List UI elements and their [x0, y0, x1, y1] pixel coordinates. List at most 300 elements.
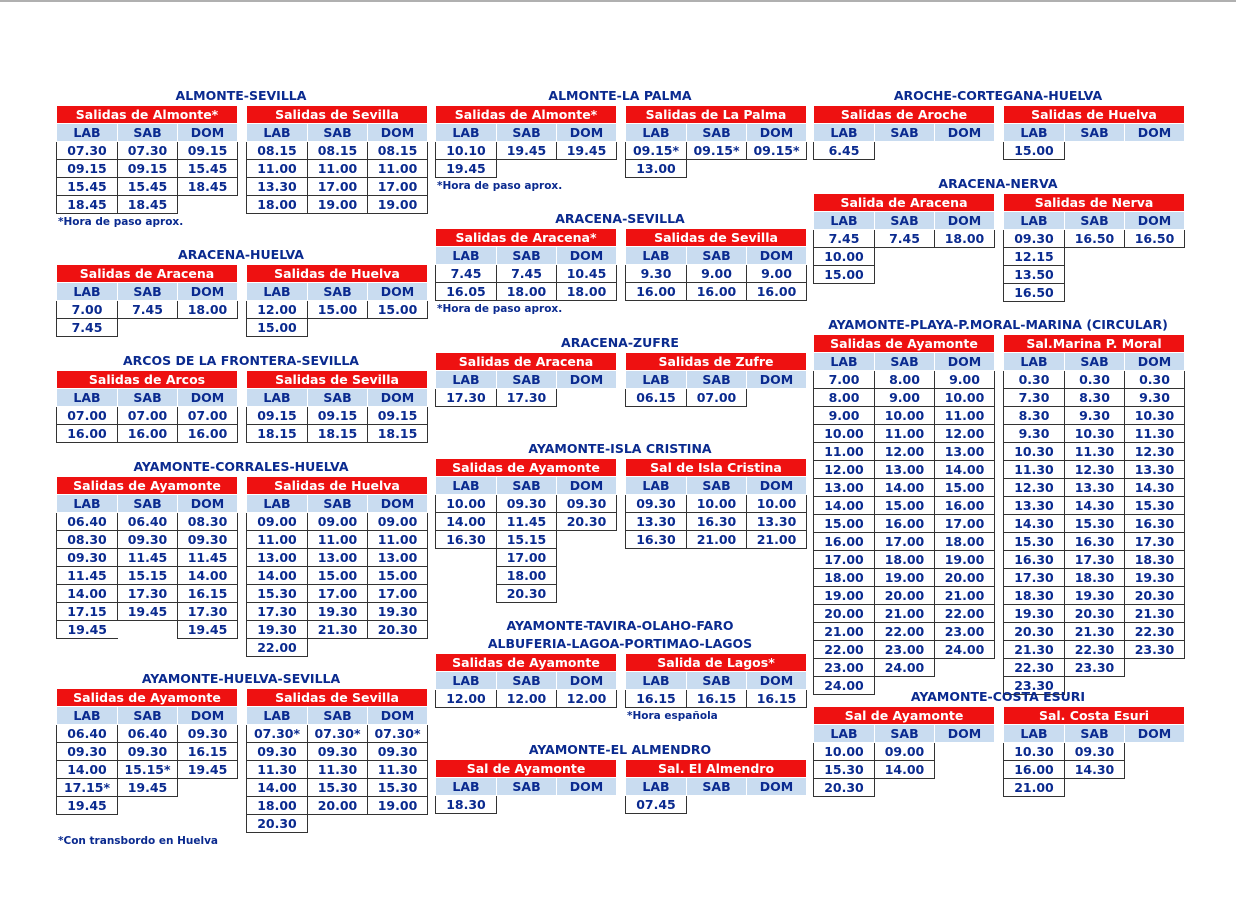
time-row	[814, 389, 995, 407]
time-row	[57, 531, 238, 549]
time-row	[436, 531, 617, 549]
departure-time: 07.30*	[308, 725, 368, 743]
day-column-sab: SAB	[308, 389, 368, 407]
timetable	[246, 476, 427, 657]
departure-time: 18.15	[308, 425, 368, 443]
departure-time: 16.00	[1004, 761, 1065, 779]
departure-time: 09.15	[57, 160, 118, 178]
departure-time: 17.00	[497, 549, 557, 567]
time-row	[436, 142, 617, 160]
departure-time: 08.15	[368, 142, 428, 160]
departure-time: 14.30	[1004, 515, 1065, 533]
day-column-dom: DOM	[368, 124, 428, 142]
timetable	[435, 352, 616, 407]
day-columns-row	[57, 124, 238, 142]
departure-time: 16.30	[1065, 533, 1125, 551]
schedule-table	[813, 706, 995, 797]
departure-time: 17.00	[308, 178, 368, 196]
departure-time: 9.30	[1004, 425, 1065, 443]
departure-time: 16.30	[1004, 551, 1065, 569]
time-row	[814, 407, 995, 425]
empty-cell	[1065, 248, 1125, 266]
departures-header: Salidas de Sevilla	[247, 371, 428, 389]
footnote: *Hora de paso aprox.	[58, 216, 184, 228]
day-column-lab: LAB	[1004, 725, 1065, 743]
schedule-table	[435, 458, 617, 603]
departure-time: 20.00	[935, 569, 995, 587]
table-header-row	[436, 229, 617, 247]
day-column-lab: LAB	[436, 778, 497, 796]
departure-time: 7.45	[814, 230, 875, 248]
day-columns-row	[626, 124, 807, 142]
time-row	[1004, 389, 1185, 407]
time-row	[436, 690, 617, 708]
time-row	[247, 743, 428, 761]
departure-time: 24.00	[935, 641, 995, 659]
table-header-row	[626, 106, 807, 124]
departure-time: 16.00	[875, 515, 935, 533]
departures-header: Salidas de Ayamonte	[814, 335, 995, 353]
departure-time: 09.30	[118, 743, 178, 761]
departure-time: 12.30	[1004, 479, 1065, 497]
departure-time: 19.45	[178, 761, 238, 779]
departure-time: 19.45	[178, 621, 238, 639]
departure-time: 11.30	[308, 761, 368, 779]
departure-time: 19.30	[1004, 605, 1065, 623]
empty-cell	[178, 797, 238, 815]
table-header-row	[1004, 707, 1185, 725]
departure-time: 16.00	[626, 283, 687, 301]
time-row	[436, 796, 617, 814]
time-row	[626, 690, 807, 708]
departure-time: 15.30	[814, 761, 875, 779]
departure-time: 18.00	[935, 230, 995, 248]
day-column-sab: SAB	[497, 124, 557, 142]
day-column-lab: LAB	[1004, 124, 1065, 142]
departure-time: 17.00	[875, 533, 935, 551]
time-row	[1004, 515, 1185, 533]
day-column-sab: SAB	[497, 477, 557, 495]
departure-time: 16.00	[118, 425, 178, 443]
time-row	[814, 605, 995, 623]
departure-time: 22.30	[1065, 641, 1125, 659]
departure-time: 23.30	[1004, 677, 1065, 695]
empty-cell	[875, 779, 935, 797]
timetable	[435, 105, 616, 178]
departure-time: 09.00	[308, 513, 368, 531]
route-ayamonte-tavira	[435, 617, 805, 724]
departure-time: 17.00	[308, 585, 368, 603]
table-header-row	[626, 353, 807, 371]
route-title: AYAMONTE-PLAYA-P.MORAL-MARINA (CIRCULAR)	[828, 317, 1168, 332]
departure-time: 11.00	[368, 160, 428, 178]
day-columns-row	[57, 707, 238, 725]
table-header-row	[814, 194, 995, 212]
empty-cell	[368, 639, 428, 657]
day-columns-row	[247, 124, 428, 142]
departure-time: 19.45	[557, 142, 617, 160]
day-column-lab: LAB	[247, 389, 308, 407]
empty-cell	[557, 585, 617, 603]
empty-cell	[118, 797, 178, 815]
departure-time: 18.00	[875, 551, 935, 569]
day-column-sab: SAB	[308, 495, 368, 513]
time-row	[1004, 641, 1185, 659]
departure-time: 7.00	[814, 371, 875, 389]
departure-time: 16.00	[935, 497, 995, 515]
departure-time: 09.30	[497, 495, 557, 513]
departures-header: Salidas de Huelva	[247, 477, 428, 495]
empty-cell	[497, 160, 557, 178]
departure-time: 09.15	[247, 407, 308, 425]
route-title: ARACENA-HUELVA	[178, 247, 304, 262]
departure-time: 23.00	[814, 659, 875, 677]
schedule-table	[1003, 706, 1185, 797]
departures-header: Salidas de Huelva	[1004, 106, 1185, 124]
departure-time: 0.30	[1004, 371, 1065, 389]
empty-cell	[368, 319, 428, 337]
time-row	[814, 371, 995, 389]
departures-header: Salidas de Almonte*	[57, 106, 238, 124]
departure-time: 0.30	[1065, 371, 1125, 389]
table-header-row	[247, 689, 428, 707]
schedule-table	[435, 759, 617, 814]
departure-time: 9.00	[935, 371, 995, 389]
departures-header: Sal de Ayamonte	[436, 760, 617, 778]
departure-time: 14.00	[935, 461, 995, 479]
day-columns-row	[436, 371, 617, 389]
day-columns-row	[247, 283, 428, 301]
time-row	[57, 585, 238, 603]
table-header-row	[57, 371, 238, 389]
day-column-dom: DOM	[747, 672, 807, 690]
time-row	[814, 533, 995, 551]
timetable-pair	[435, 759, 805, 814]
day-column-lab: LAB	[1004, 353, 1065, 371]
time-row	[1004, 623, 1185, 641]
empty-cell	[935, 761, 995, 779]
departure-time: 20.30	[814, 779, 875, 797]
route-subtitle: ALBUFERIA-LAGOA-PORTIMAO-LAGOS	[487, 636, 753, 651]
time-row	[436, 265, 617, 283]
departure-time: 13.30	[626, 513, 687, 531]
departure-time: 11.00	[935, 407, 995, 425]
time-row	[626, 531, 807, 549]
day-columns-row	[1004, 353, 1185, 371]
time-row	[1004, 761, 1185, 779]
departure-time: 20.30	[247, 815, 308, 833]
table-header-row	[57, 106, 238, 124]
departure-time: 11.00	[814, 443, 875, 461]
day-column-sab: SAB	[497, 778, 557, 796]
day-column-sab: SAB	[118, 707, 178, 725]
time-row	[436, 160, 617, 178]
time-row	[57, 549, 238, 567]
schedule-table	[625, 105, 807, 178]
departure-time: 15.00	[814, 266, 875, 284]
departure-time: 22.00	[814, 641, 875, 659]
departure-time: 09.30	[178, 531, 238, 549]
departure-time: 09.30	[1004, 230, 1065, 248]
departure-time: 07.45	[626, 796, 687, 814]
time-row	[436, 513, 617, 531]
departure-time: 23.00	[935, 623, 995, 641]
departures-header: Salida de Lagos*	[626, 654, 807, 672]
departure-time: 7.30	[1004, 389, 1065, 407]
empty-cell	[1065, 142, 1125, 160]
departure-time: 12.30	[1125, 443, 1185, 461]
time-row	[814, 248, 995, 266]
departure-time: 12.00	[557, 690, 617, 708]
day-column-dom: DOM	[747, 778, 807, 796]
departure-time: 16.15	[687, 690, 747, 708]
route-title: ARCOS DE LA FRONTERA-SEVILLA	[123, 353, 359, 368]
departures-header: Sal de Ayamonte	[814, 707, 995, 725]
route-title: AYAMONTE-TAVIRA-OLAHO-FARO	[506, 618, 734, 633]
departure-time: 24.00	[814, 677, 875, 695]
day-column-lab: LAB	[626, 672, 687, 690]
departures-header: Salidas de Nerva	[1004, 194, 1185, 212]
day-column-lab: LAB	[626, 371, 687, 389]
departure-time: 10.45	[557, 265, 617, 283]
time-row	[247, 797, 428, 815]
departure-time: 15.00	[308, 301, 368, 319]
day-column-sab: SAB	[497, 672, 557, 690]
schedule-table	[625, 458, 807, 549]
day-columns-row	[436, 247, 617, 265]
departure-time: 09.30	[308, 743, 368, 761]
route-title: ARACENA-ZUFRE	[561, 335, 679, 350]
departure-time: 24.00	[875, 659, 935, 677]
departures-header: Salidas de Ayamonte	[57, 689, 238, 707]
time-row	[247, 160, 428, 178]
departure-time: 15.00	[875, 497, 935, 515]
empty-cell	[875, 266, 935, 284]
departure-time: 19.45	[436, 160, 497, 178]
departure-time: 19.30	[1065, 587, 1125, 605]
time-row	[436, 567, 617, 585]
time-row	[814, 623, 995, 641]
time-row	[626, 513, 807, 531]
timetable	[435, 759, 616, 814]
time-row	[57, 743, 238, 761]
route-title: ALMONTE-SEVILLA	[175, 88, 307, 103]
departure-time: 11.00	[247, 160, 308, 178]
departure-time: 7.45	[436, 265, 497, 283]
day-column-lab: LAB	[247, 124, 308, 142]
departure-time: 15.30	[308, 779, 368, 797]
timetable	[625, 105, 806, 178]
day-columns-row	[247, 707, 428, 725]
departure-time: 18.00	[247, 196, 308, 214]
empty-cell	[747, 389, 807, 407]
day-column-lab: LAB	[436, 477, 497, 495]
departure-time: 18.15	[368, 425, 428, 443]
time-row	[247, 567, 428, 585]
departure-time: 11.30	[247, 761, 308, 779]
departure-time: 09.15	[118, 160, 178, 178]
day-column-dom: DOM	[557, 778, 617, 796]
departure-time: 21.30	[308, 621, 368, 639]
departure-time: 07.00	[118, 407, 178, 425]
departure-time: 15.30	[247, 585, 308, 603]
day-column-dom: DOM	[747, 371, 807, 389]
day-column-sab: SAB	[687, 778, 747, 796]
timetable	[625, 759, 806, 814]
time-row	[436, 495, 617, 513]
empty-cell	[178, 779, 238, 797]
departure-time: 7.45	[875, 230, 935, 248]
time-row	[1004, 461, 1185, 479]
day-column-sab: SAB	[1065, 124, 1125, 142]
departure-time: 7.45	[57, 319, 118, 337]
day-column-lab: LAB	[57, 283, 118, 301]
empty-cell	[1125, 761, 1185, 779]
departure-time: 14.30	[1125, 479, 1185, 497]
time-row	[1004, 284, 1185, 302]
departure-time: 21.00	[814, 623, 875, 641]
departure-time: 09.15*	[687, 142, 747, 160]
departure-time: 15.45	[57, 178, 118, 196]
departure-time: 12.00	[497, 690, 557, 708]
departure-time: 16.00	[814, 533, 875, 551]
departure-time: 18.00	[247, 797, 308, 815]
departure-time: 18.00	[497, 567, 557, 585]
day-column-sab: SAB	[1065, 725, 1125, 743]
departures-header: Salidas de Aracena	[436, 353, 617, 371]
departure-time: 9.00	[814, 407, 875, 425]
route-title: AYAMONTE-EL ALMENDRO	[528, 742, 712, 757]
day-column-dom: DOM	[1125, 124, 1185, 142]
day-column-sab: SAB	[1065, 212, 1125, 230]
departure-time: 12.00	[935, 425, 995, 443]
table-header-row	[626, 760, 807, 778]
departure-time: 19.45	[57, 797, 118, 815]
departure-time: 13.50	[1004, 266, 1065, 284]
timetable-pair	[435, 228, 805, 301]
day-column-sab: SAB	[308, 283, 368, 301]
departure-time: 21.30	[1004, 641, 1065, 659]
day-column-dom: DOM	[935, 124, 995, 142]
timetable-pair	[813, 706, 1183, 797]
empty-cell	[557, 160, 617, 178]
departure-time: 06.40	[118, 513, 178, 531]
departures-header: Sal de Isla Cristina	[626, 459, 807, 477]
day-columns-row	[57, 389, 238, 407]
departure-time: 20.00	[814, 605, 875, 623]
time-row	[247, 621, 428, 639]
departure-time: 19.00	[368, 196, 428, 214]
route-title: ALMONTE-LA PALMA	[548, 88, 692, 103]
departure-time: 10.30	[1065, 425, 1125, 443]
route-title: AYAMONTE-COSTA ESURI	[910, 689, 1086, 704]
empty-cell	[747, 796, 807, 814]
departure-time: 09.15	[178, 142, 238, 160]
departures-header: Salidas de Ayamonte	[436, 654, 617, 672]
day-column-sab: SAB	[118, 124, 178, 142]
route-ayamonte-corrales-huelva	[56, 458, 426, 657]
departure-time: 18.15	[247, 425, 308, 443]
day-column-dom: DOM	[368, 283, 428, 301]
time-row	[57, 513, 238, 531]
route-title: ARACENA-NERVA	[938, 176, 1058, 191]
time-row	[1004, 587, 1185, 605]
departure-time: 13.00	[368, 549, 428, 567]
departures-header: Salidas de Huelva	[247, 265, 428, 283]
departure-time: 22.00	[247, 639, 308, 657]
timetable	[435, 228, 616, 301]
departure-time: 10.00	[436, 495, 497, 513]
time-row	[1004, 248, 1185, 266]
empty-cell	[308, 815, 368, 833]
departure-time: 14.00	[57, 585, 118, 603]
time-row	[57, 567, 238, 585]
departure-time: 20.30	[368, 621, 428, 639]
departure-time: 15.00	[814, 515, 875, 533]
departure-time: 9.30	[1065, 407, 1125, 425]
time-row	[1004, 569, 1185, 587]
time-row	[814, 551, 995, 569]
schedule-table	[435, 228, 617, 301]
day-columns-row	[626, 247, 807, 265]
time-row	[247, 301, 428, 319]
departures-header: Salidas de Aroche	[814, 106, 995, 124]
timetable-pair	[56, 476, 426, 657]
departure-time: 18.45	[118, 196, 178, 214]
departure-time: 22.00	[875, 623, 935, 641]
schedule-table	[625, 352, 807, 407]
departure-time: 13.30	[1125, 461, 1185, 479]
time-row	[1004, 605, 1185, 623]
day-column-dom: DOM	[557, 371, 617, 389]
departure-time: 19.00	[368, 797, 428, 815]
departure-time: 17.00	[368, 585, 428, 603]
time-row	[57, 178, 238, 196]
day-column-sab: SAB	[687, 477, 747, 495]
time-row	[57, 725, 238, 743]
departures-header: Salidas de Sevilla	[626, 229, 807, 247]
timetable	[246, 264, 427, 337]
schedule-table	[1003, 193, 1185, 302]
route-almonte-sevilla	[56, 87, 426, 230]
time-row	[814, 515, 995, 533]
timetable	[1003, 706, 1184, 797]
departure-time: 9.00	[875, 389, 935, 407]
departure-time: 18.00	[814, 569, 875, 587]
departure-time: 9.00	[747, 265, 807, 283]
time-row	[1004, 479, 1185, 497]
day-column-dom: DOM	[178, 283, 238, 301]
table-header-row	[1004, 335, 1185, 353]
day-column-lab: LAB	[57, 389, 118, 407]
empty-cell	[1065, 284, 1125, 302]
time-row	[1004, 659, 1185, 677]
empty-cell	[118, 319, 178, 337]
departure-time: 0.30	[1125, 371, 1185, 389]
time-row	[436, 585, 617, 603]
day-column-lab: LAB	[57, 495, 118, 513]
departure-time: 16.50	[1004, 284, 1065, 302]
timetable-pair	[813, 334, 1183, 695]
timetable-pair	[435, 458, 805, 603]
day-column-lab: LAB	[57, 124, 118, 142]
departure-time: 11.30	[368, 761, 428, 779]
time-row	[626, 495, 807, 513]
departure-time: 18.30	[1065, 569, 1125, 587]
departure-time: 16.30	[626, 531, 687, 549]
empty-cell	[687, 160, 747, 178]
departures-header: Salidas de Ayamonte	[436, 459, 617, 477]
